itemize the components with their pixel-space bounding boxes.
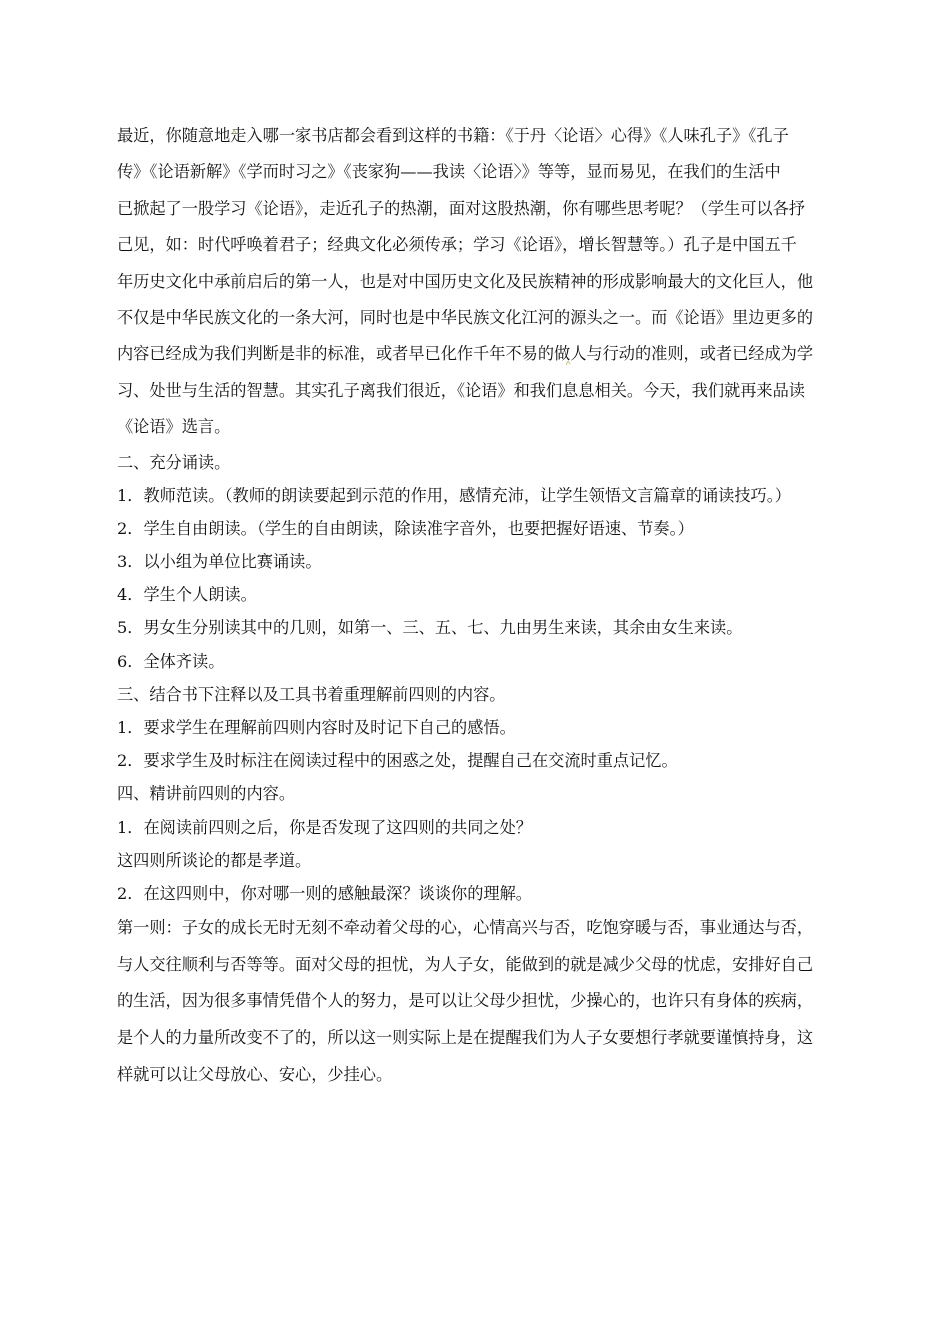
intro-line: 已掀起了一股学习《论语》，走近孔子的热潮，面对这股热潮，你有哪些思考呢？（学生可以各抒 — [117, 198, 805, 218]
answer-line: 第一则：子女的成长无时无刻不牵动着父母的心，心情高兴与否，吃饱穿暖与否，事业通达与否， — [117, 918, 814, 938]
section-heading: 二、充分诵读。 — [117, 452, 231, 472]
list-item: 4．学生个人朗读。 — [117, 585, 257, 605]
answer-line: 与人交往顺利与否等等。面对父母的担忧，为人子女，能做到的就是减少父母的忧虑，安排好自己 — [117, 954, 814, 974]
document-body — [117, 118, 835, 1093]
intro-line: 《论语》选言。 — [117, 417, 231, 437]
answer-line: 是个人的力量所改变不了的，所以这一则实际上是在提醒我们为人子女要想行孝就要谨慎持身，这 — [117, 1027, 814, 1047]
answer-line: 样就可以让父母放心、安心，少挂心。 — [117, 1064, 393, 1084]
intro-line: 最近，你随意地走入哪一家书店都会看到这样的书籍：《于丹〈论语〉心得》《人味孔子》《孔子 — [117, 126, 789, 145]
list-item: 5．男女生分别读其中的几则，如第一、三、五、七、九由男生来读，其余由女生来读。 — [117, 618, 743, 638]
answer-line: 的生活，因为很多事情凭借个人的努力，是可以让父母少担忧，少操心的，也许只有身体的疾病， — [117, 991, 814, 1011]
section-explanation — [117, 777, 835, 1093]
intro-line: 己见，如：时代呼唤着君子；经典文化必须传承；学习《论语》，增长智慧等。）孔子是中国五千 — [117, 235, 797, 255]
section-recitation — [117, 446, 835, 678]
section-heading: 三、结合书下注释以及工具书着重理解前四则的内容。 — [117, 684, 506, 704]
list-item: 3．以小组为单位比赛诵读。 — [117, 552, 322, 572]
list-item: 1．要求学生在理解前四则内容时及时记下自己的感悟。 — [117, 718, 516, 738]
intro-line: 不仅是中华民族文化的一条大河，同时也是中华民族文化江河的源头之一。而《论语》里边更多的 — [117, 307, 814, 327]
answer: 这四则所谈论的都是孝道。 — [117, 850, 312, 870]
intro-line: 内容已经成为我们判断是非的标准，或者早已化作千年不易的做人与行动的准则，或者已经成为学 — [117, 344, 814, 364]
list-item: 1．教师范读。（教师的朗读要起到示范的作用，感情充沛，让学生领悟文言篇章的诵读技巧。） — [117, 485, 791, 505]
intro-line: 年历史文化中承前启后的第一人，也是对中国历史文化及民族精神的形成影响最大的文化巨人，他 — [117, 271, 814, 291]
section-heading: 四、精讲前四则的内容。 — [117, 784, 296, 804]
intro-line: 习、处世与生活的智慧。其实孔子离我们很近，《论语》和我们息息相关。今天，我们就再来品读 — [117, 380, 805, 400]
question: 1．在阅读前四则之后，你是否发现了这四则的共同之处？ — [117, 817, 532, 837]
intro-paragraph — [117, 118, 835, 446]
section-annotation — [117, 678, 835, 778]
intro-line: 传》《论语新解》《学而时习之》《丧家狗——我读〈论语〉》等等，显而易见，在我们的生活中 — [117, 162, 781, 182]
question: 2．在这四则中，你对哪一则的感触最深？谈谈你的理解。 — [117, 883, 532, 903]
list-item: 6．全体齐读。 — [117, 651, 225, 671]
list-item: 2．要求学生及时标注在阅读过程中的困惑之处，提醒自己在交流时重点记忆。 — [117, 751, 678, 771]
list-item: 2．学生自由朗读。（学生的自由朗读，除读准字音外，也要把握好语速、节奏。） — [117, 518, 694, 538]
